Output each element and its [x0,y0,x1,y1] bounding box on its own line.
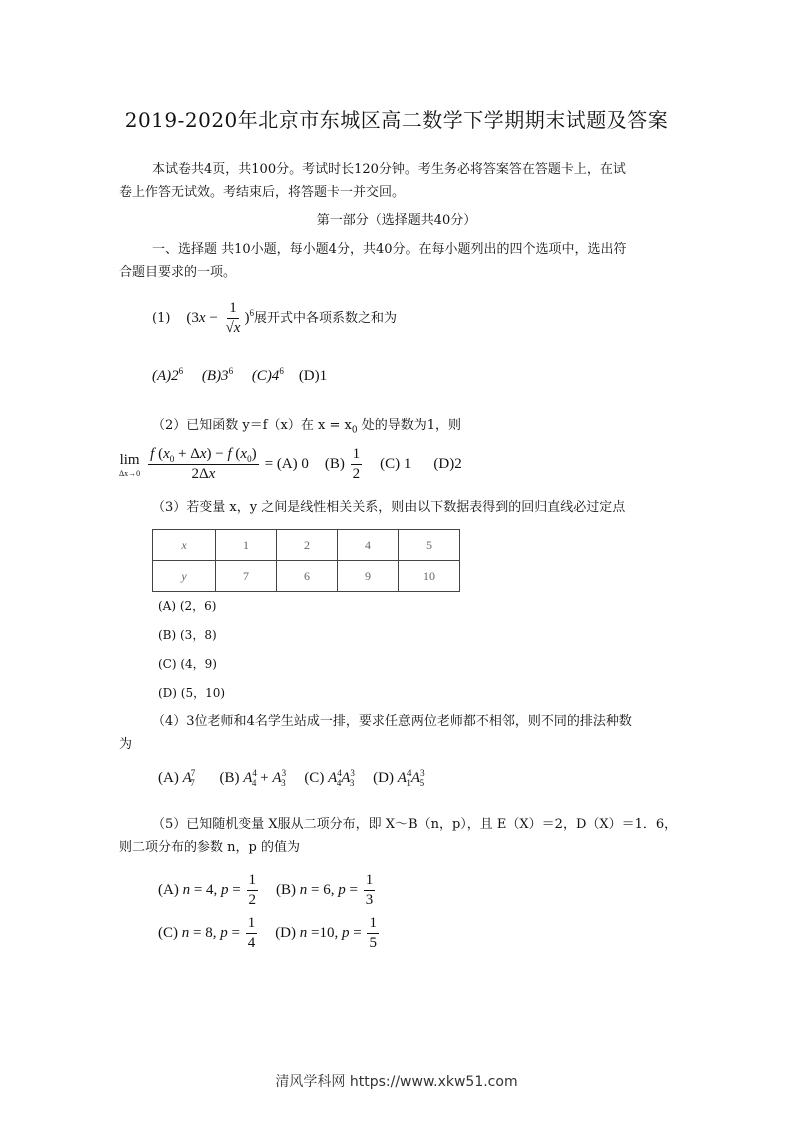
question-5-line-1: （5）已知随机变量 X服从二项分布，即 X～B（n，p），且 E（X）＝2，D（X）＝1．6， [152,817,678,832]
table-cell: 5 [399,530,460,561]
section1-line-2: 合题目要求的一项。 [119,265,237,280]
table-cell: x [153,530,216,561]
q5-choices-row-2 [158,915,381,952]
table-cell: 10 [399,561,460,592]
q1-choices [152,368,327,385]
q1-choice-c: $(C)4^6$ [251,366,284,384]
part1-heading: 第一部分（选择题共40分） [316,213,477,228]
q2-choice-d: (D)2 [433,456,462,472]
intro-line-2: 卷上作答无试效。考结束后，将答题卡一并交回。 [119,185,406,200]
q1-expression: (3x − $\frac{1}{√x}$ )$^6$ [186,300,254,336]
table-cell: 9 [338,561,399,592]
table-cell: 4 [338,530,399,561]
q1-number: (1) [152,311,171,326]
q4-choice-d: (D) $A^4_1A^3_5$ [373,768,425,788]
table-row [153,530,460,561]
q1-choice-a: $(A)2^6$ [152,366,184,384]
q4-choice-b: (B) $A^4_4 + A^3_3$ [219,768,287,788]
intro-line-1: 本试卷共4页，共100分。考试时长120分钟。考生务必将答案答在答题卡上，在试 [152,162,626,177]
q2-choice-a: (A) 0 [276,456,309,472]
table-cell: 6 [277,561,338,592]
question-4-line-1: （4）3位老师和4名学生站成一排，要求任意两位老师都不相邻，则不同的排法种数 [152,714,632,729]
question-3-text: （3）若变量 x，y 之间是线性相关关系，则由以下数据表得到的回归直线必过定点 [152,500,626,515]
q2-lim-sub: Δx→0 [119,468,141,478]
q2-choice-c: (C) 1 [380,456,412,472]
q1-text: 展开式中各项系数之和为 [253,311,397,326]
table-cell: 1 [216,530,277,561]
question-5-line-2: 则二项分布的参数 n，p 的值为 [119,840,300,855]
question-4-line-2: 为 [119,737,133,752]
data-table [152,529,460,592]
footer-watermark: 清风学科网 https://www.xkw51.com [275,1074,518,1090]
q5-choice-c: (C) n = 8, p = $\frac{1}{4}$ [158,915,256,951]
q5-choices-row-1 [158,872,377,909]
q3-choice-a: (A) (2，6) [158,599,217,613]
q3-choice-d: (D) (5，10) [158,686,226,700]
page-title: 2019-2020年北京市东城区高二数学下学期期末试题及答案 [124,108,669,132]
q4-choice-c: (C) $A^4_4A^3_3$ [304,768,355,788]
table-cell: y [153,561,216,592]
q2-lim: lim [119,451,140,468]
question-2-text: （2）已知函数 y＝f（x）在 $x = x_0$ 处的导数为1，则 [152,418,461,436]
table-cell: 2 [277,530,338,561]
q3-choice-c: (C) (4，9) [158,657,217,671]
q4-choice-a: (A) $A^7_7$ [158,768,196,788]
q2-choice-b: (B) $\frac{1}{2}$ [324,446,361,482]
q4-choices [158,770,424,787]
q2-limit-expression: lim Δx→0 $\frac{f (x_0 + \Delta x) - f (x_0)}{2\Delta x}$ = (A) 0 (B) $\frac{1}{2}$ (C) 1 (D)2 [119,446,462,482]
q5-choice-b: (B) n = 6, p = $\frac{1}{3}$ [276,872,374,908]
q1-choice-b: $(B)3^6$ [201,366,234,384]
table-cell: 7 [216,561,277,592]
section1-line-1: 一、选择题 共10小题，每小题4分，共40分。在每小题列出的四个选项中，选出符 [152,242,627,257]
q5-choice-a: (A) n = 4, p = $\frac{1}{2}$ [158,872,257,908]
question-1 [152,300,397,337]
table-row [153,561,460,592]
q1-choice-d: (D)1 [298,368,328,384]
q3-choice-b: (B) (3，8) [158,628,217,642]
q5-choice-d: (D) n =10, p = $\frac{1}{5}$ [275,915,377,951]
